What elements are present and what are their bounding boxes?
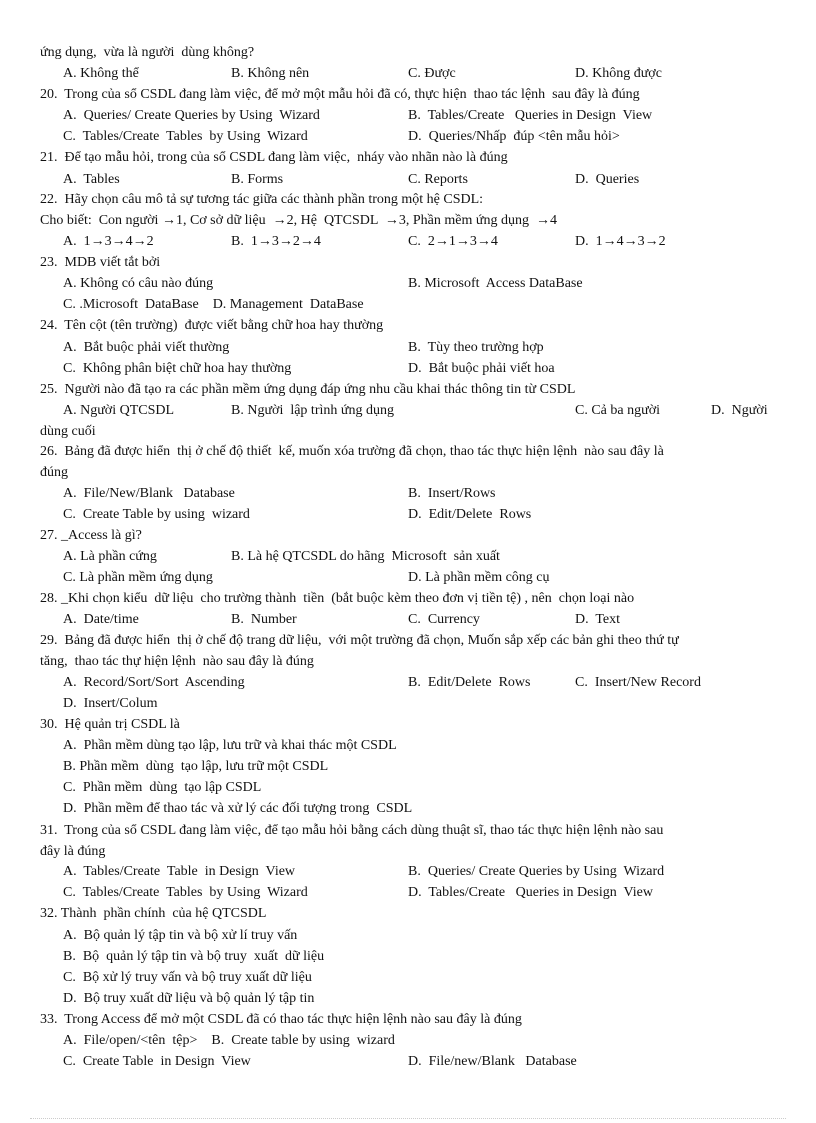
q21-option-a: A. Tables xyxy=(63,172,120,187)
q24-stem: 24. Tên cột (tên trường) được viết bằng chữ hoa hay thường xyxy=(40,318,384,333)
q31-option-c: C. Tables/Create Tables by Using Wizard xyxy=(63,885,308,900)
q33-option-c: C. Create Table in Design View xyxy=(63,1054,251,1069)
q24-option-a: A. Bắt buộc phải viết thường xyxy=(63,340,230,355)
q31-option-a: A. Tables/Create Table in Design View xyxy=(63,864,296,879)
q32-option-b: B. Bộ quản lý tập tin và bộ truy xuất dữ liệu xyxy=(63,949,325,964)
q22-option-c: C. 2→1→3→4 xyxy=(408,234,498,249)
q31-stem: 31. Trong của sổ CSDL đang làm việc, để tạo mẫu hỏi bằng cách dùng thuật sĩ, thao tác thực hiện lệnh nào sau xyxy=(40,823,664,838)
q24-option-c: C. Không phân biệt chữ hoa hay thường xyxy=(63,361,292,376)
q32-stem: 32. Thành phần chính của hệ QTCSDL xyxy=(40,906,267,921)
q33-option-d: D. File/new/Blank Database xyxy=(408,1054,577,1069)
q30-option-c: C. Phần mềm dùng tạo lập CSDL xyxy=(63,780,262,795)
q30-option-a: A. Phần mềm dùng tạo lập, lưu trữ và khai thác một CSDL xyxy=(63,738,397,753)
q22-stem: 22. Hãy chọn câu mô tả sự tương tác giữa các thành phần trong một hệ CSDL: xyxy=(40,192,484,207)
q20-option-d: D. Queries/Nhấp đúp <tên mẫu hỏi> xyxy=(408,129,620,144)
q30-stem: 30. Hệ quản trị CSDL là xyxy=(40,717,180,732)
q31-option-b: B. Queries/ Create Queries by Using Wizard xyxy=(408,864,665,879)
q30-option-b: B. Phần mềm dùng tạo lập, lưu trữ một CSDL xyxy=(63,759,329,774)
q26-option-a: A. File/New/Blank Database xyxy=(63,486,235,501)
q19-stem-cont: ứng dụng, vừa là người dùng không? xyxy=(40,45,255,60)
q30-option-d: D. Phần mềm để thao tác và xử lý các đối tượng trong CSDL xyxy=(63,801,413,816)
q19-option-d: D. Không được xyxy=(575,66,662,81)
q33-stem: 33. Trong Access để mở một CSDL đã có thao tác thực hiện lệnh nào sau đây là đúng xyxy=(40,1012,522,1027)
q28-stem: 28. _Khi chọn kiểu dữ liệu cho trường thành tiền (bắt buộc kèm theo đơn vị tiền tệ) , nên chọn loại nào xyxy=(40,591,635,606)
q24-option-d: D. Bắt buộc phải viết hoa xyxy=(408,361,555,376)
q20-option-b: B. Tables/Create Queries in Design View xyxy=(408,108,653,123)
q26-stem-cont: đúng xyxy=(40,465,68,480)
q23-option-a: A. Không có câu nào đúng xyxy=(63,276,214,291)
q21-option-d: D. Queries xyxy=(575,172,640,187)
q32-option-d: D. Bộ truy xuất dữ liệu và bộ quản lý tập tin xyxy=(63,991,315,1006)
q26-option-d: D. Edit/Delete Rows xyxy=(408,507,532,522)
q20-option-a: A. Queries/ Create Queries by Using Wizard xyxy=(63,108,320,123)
q22-option-d: D. 1→4→3→2 xyxy=(575,234,666,249)
q29-option-d: D. Insert/Colum xyxy=(63,696,158,711)
q29-stem: 29. Bảng đã được hiển thị ở chế độ trang dữ liệu, với một trường đã chọn, Muốn sắp xếp các bản ghi theo thứ tự xyxy=(40,633,679,648)
q28-option-d: D. Text xyxy=(575,612,621,627)
q28-option-c: C. Currency xyxy=(408,612,480,627)
q27-option-b: B. Là hệ QTCSDL do hãng Microsoft sản xuất xyxy=(231,549,500,564)
q25-option-d-cont: dùng cuối xyxy=(40,424,96,439)
q25-option-d: D. Người xyxy=(711,403,768,418)
q26-stem: 26. Bảng đã được hiển thị ở chế độ thiết kế, muốn xóa trường đã chọn, thao tác thực hiện lệnh nào sau đây là xyxy=(40,444,664,459)
q19-option-a: A. Không thể xyxy=(63,66,139,81)
q20-option-c: C. Tables/Create Tables by Using Wizard xyxy=(63,129,308,144)
q32-option-a: A. Bộ quản lý tập tin và bộ xử lí truy vấn xyxy=(63,928,298,943)
q31-stem-cont: đây là đúng xyxy=(40,844,106,859)
q29-option-a: A. Record/Sort/Sort Ascending xyxy=(63,675,245,690)
q22-given: Cho biết: Con người →1, Cơ sở dữ liệu →2, Hệ QTCSDL →3, Phần mềm ứng dụng →4 xyxy=(40,213,557,228)
q28-option-b: B. Number xyxy=(231,612,297,627)
page-footer-rule xyxy=(30,1118,786,1119)
q22-option-a: A. 1→3→4→2 xyxy=(63,234,154,249)
q27-option-a: A. Là phần cứng xyxy=(63,549,157,564)
q29-option-b: B. Edit/Delete Rows xyxy=(408,675,531,690)
q24-option-b: B. Tùy theo trường hợp xyxy=(408,340,544,355)
q31-option-d: D. Tables/Create Queries in Design View xyxy=(408,885,653,900)
q28-option-a: A. Date/time xyxy=(63,612,139,627)
q19-option-c: C. Được xyxy=(408,66,456,81)
q19-option-b: B. Không nên xyxy=(231,66,310,81)
q25-stem: 25. Người nào đã tạo ra các phần mềm ứng dụng đáp ứng nhu cầu khai thác thông tin từ CSDL xyxy=(40,382,576,397)
q21-option-b: B. Forms xyxy=(231,172,284,187)
q27-stem: 27. _Access là gì? xyxy=(40,528,142,543)
q25-option-b: B. Người lập trình ứng dụng xyxy=(231,403,394,418)
q29-option-c: C. Insert/New Record xyxy=(575,675,701,690)
q20-stem: 20. Trong của sổ CSDL đang làm việc, để mở một mẫu hỏi đã có, thực hiện thao tác lệnh sau đây là đúng xyxy=(40,87,640,102)
q23-option-b: B. Microsoft Access DataBase xyxy=(408,276,583,291)
q33-option-ab: A. File/open/<tên tệp> B. Create table by using wizard xyxy=(63,1033,395,1048)
q27-option-c: C. Là phần mềm ứng dụng xyxy=(63,570,213,585)
q26-option-b: B. Insert/Rows xyxy=(408,486,496,501)
q22-option-b: B. 1→3→2→4 xyxy=(231,234,321,249)
q27-option-d: D. Là phần mềm công cụ xyxy=(408,570,550,585)
q29-stem-cont: tăng, thao tác thự hiện lệnh nào sau đây là đúng xyxy=(40,654,314,669)
q25-option-a: A. Người QTCSDL xyxy=(63,403,175,418)
q25-option-c: C. Cả ba người xyxy=(575,403,660,418)
q26-option-c: C. Create Table by using wizard xyxy=(63,507,250,522)
q21-stem: 21. Để tạo mẫu hỏi, trong của sổ CSDL đang làm việc, nháy vào nhãn nào là đúng xyxy=(40,150,508,165)
q23-stem: 23. MDB viết tắt bởi xyxy=(40,255,161,270)
q23-option-cd: C. .Microsoft DataBase D. Management DataBase xyxy=(63,297,364,312)
q21-option-c: C. Reports xyxy=(408,172,468,187)
q32-option-c: C. Bộ xử lý truy vấn và bộ truy xuất dữ liệu xyxy=(63,970,312,985)
